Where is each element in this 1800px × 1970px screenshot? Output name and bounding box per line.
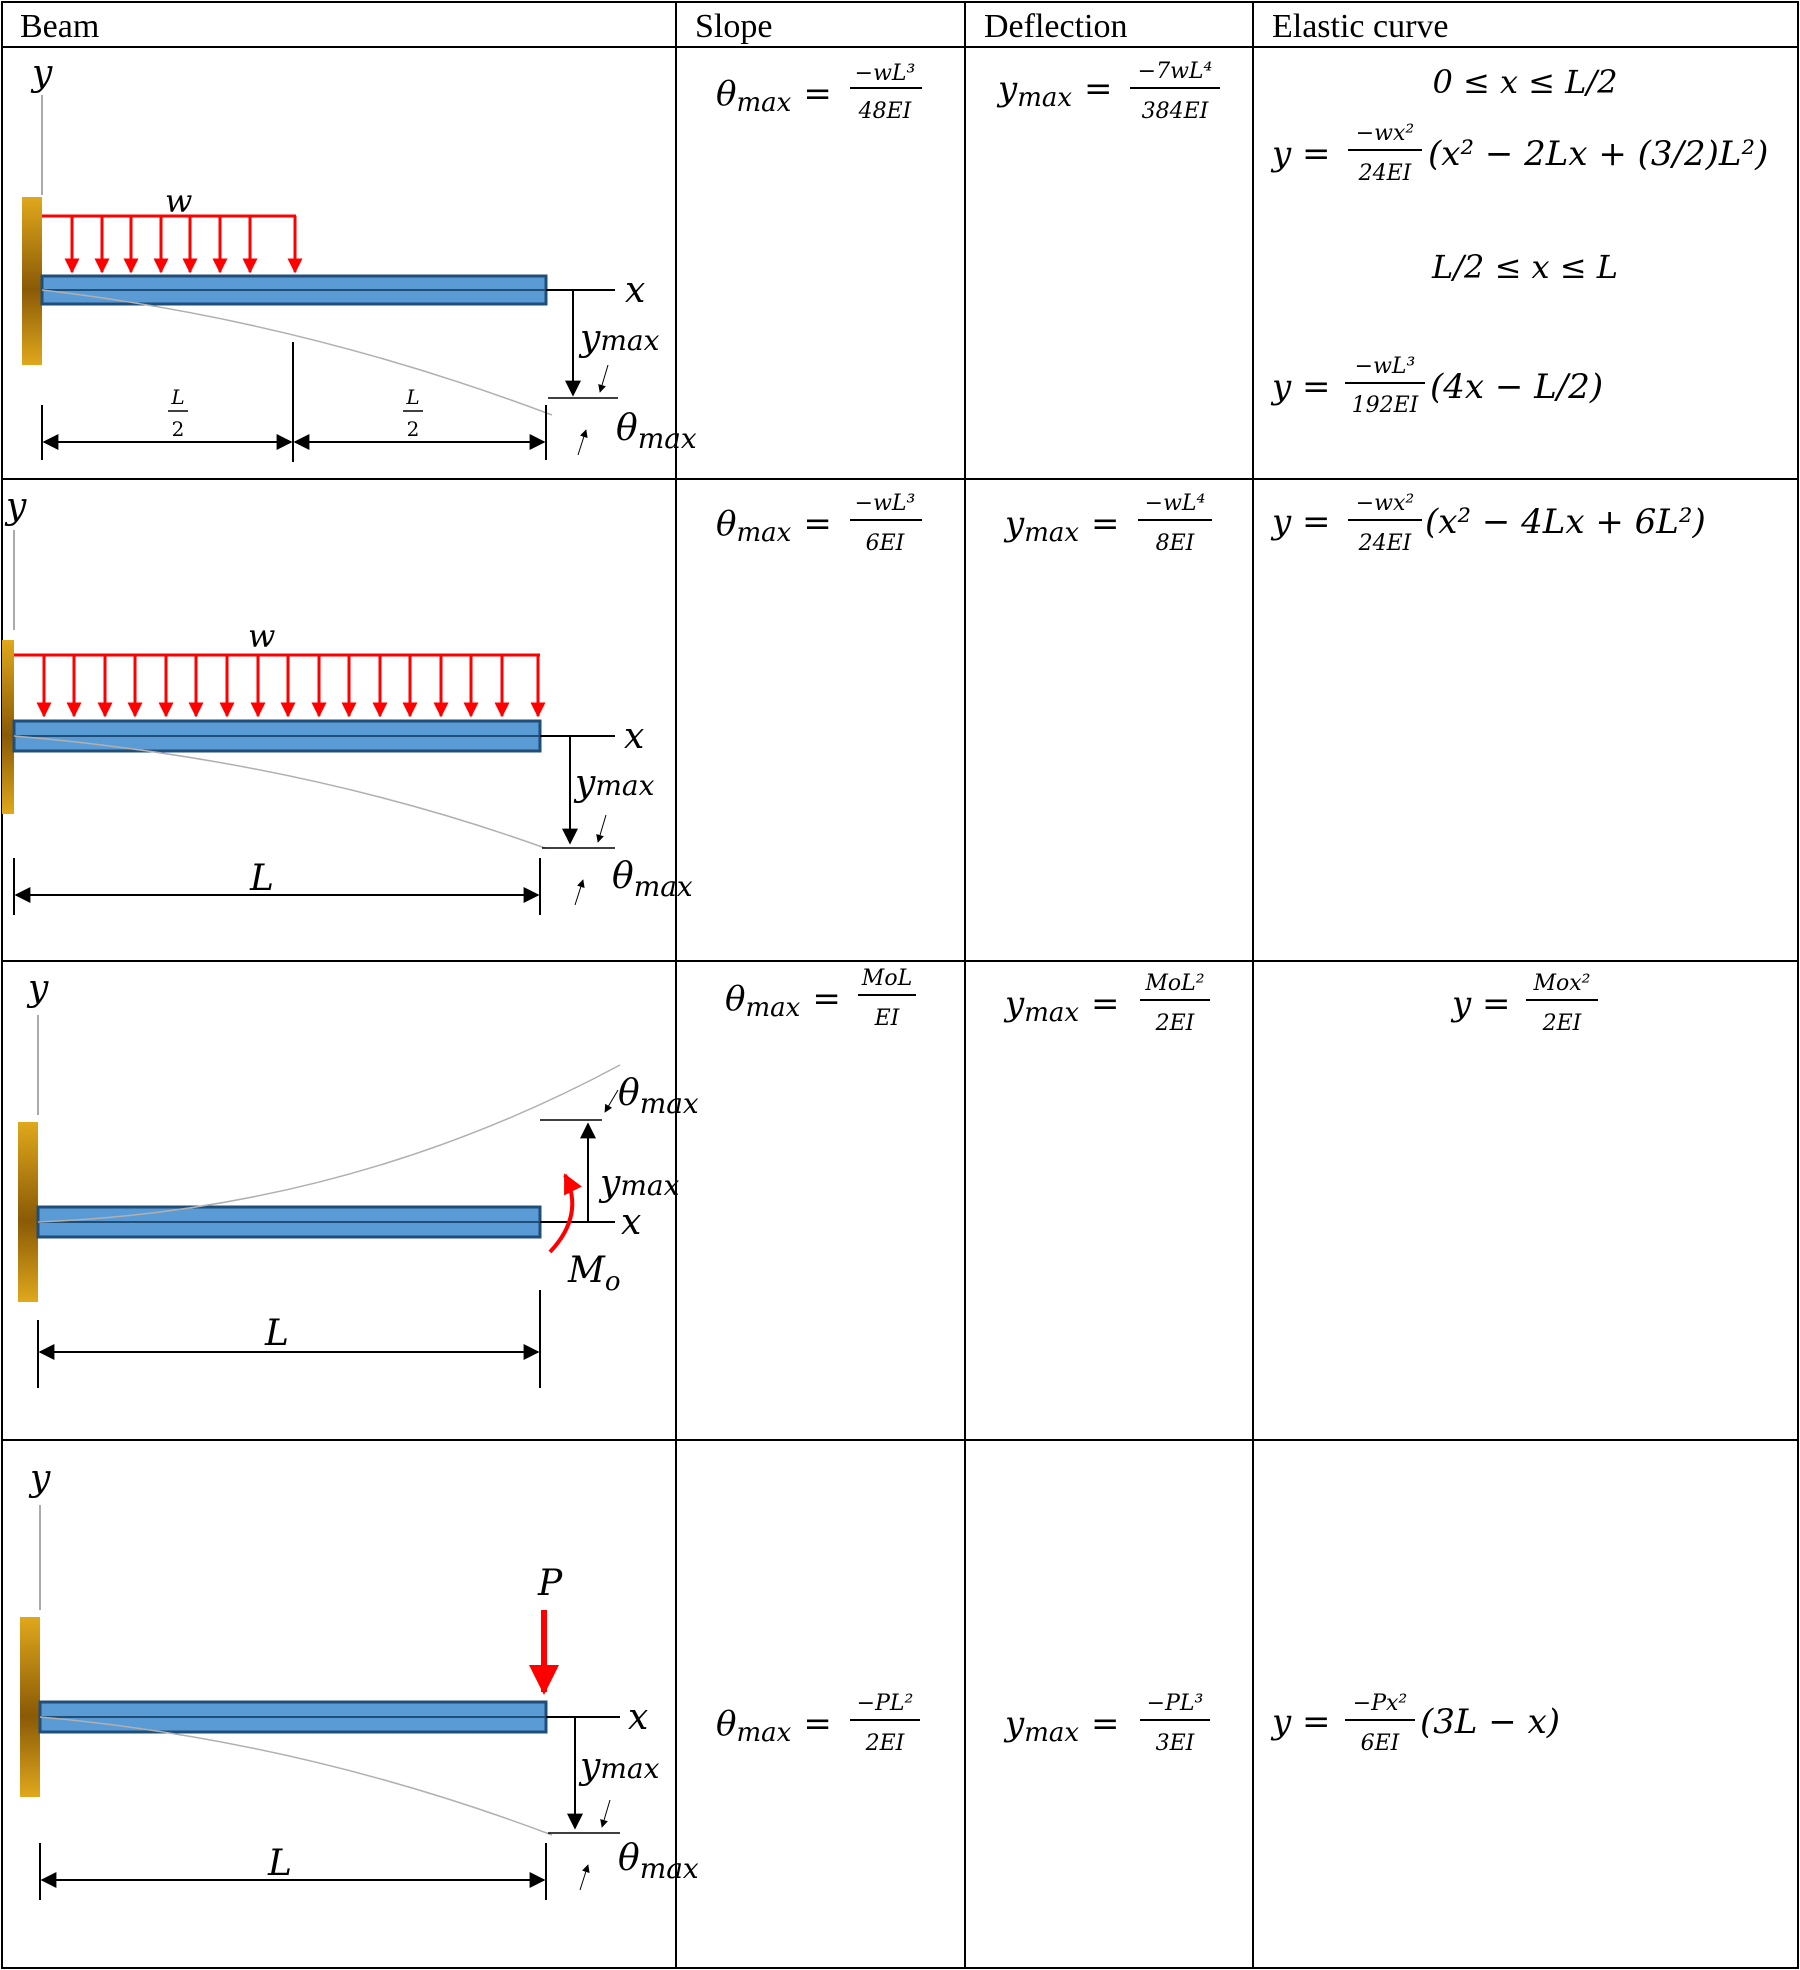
fixed-wall-icon [22,197,42,365]
elastic-curve-row-1 [1270,63,1768,418]
distributed-load-icon [14,655,540,716]
deflection-formula-row-3 [1003,971,1210,1036]
svg-text:−wL³: −wL³ [1354,354,1416,379]
svg-text:y =: y = [1272,502,1331,542]
svg-text:−Px²: −Px² [1352,1691,1408,1716]
y-axis-label: y [6,486,27,527]
deflection-curve [42,290,552,415]
ymax-label: ymax [600,1163,680,1204]
slope-numerator: −wL³ [854,61,916,86]
svg-text:(x² − 2Lx + (3/2)L²): (x² − 2Lx + (3/2)L²) [1428,134,1769,174]
svg-text:(3L − x): (3L − x) [1420,1702,1561,1742]
slope-lhs: θmax = [716,74,832,118]
y-axis-label: y [30,1458,51,1499]
elastic-equation-1 [1270,121,1768,186]
beam-diagram-full-load [2,486,693,915]
dim-label-span: L [250,858,274,899]
deflection-numerator: −wL⁴ [1144,491,1206,516]
deflection-numerator: MoL² [1145,971,1205,996]
fixed-wall-icon [20,1617,40,1797]
y-axis-label: y [28,968,49,1009]
header-deflection: Deflection [984,8,1128,45]
dim-label-span: L [268,1843,292,1884]
deflection-curve [40,1717,552,1835]
deflection-formula-row-1 [996,59,1220,124]
svg-text:2: 2 [406,417,420,441]
deflection-denominator: 3EI [1155,1731,1195,1756]
point-load-label: P [538,1563,563,1604]
svg-text:(4x − L/2): (4x − L/2) [1430,367,1604,407]
slope-formula-row-2 [716,491,922,556]
moment-arrow-icon [550,1175,572,1252]
beam-diagram-end-moment [18,968,699,1388]
elastic-equation-2 [1270,354,1603,418]
svg-text:192EI: 192EI [1351,393,1419,418]
dim-label-span: L [265,1313,289,1354]
theta-arrow [598,815,606,842]
theta-max-label: $\theta_{max}$ [616,408,697,455]
header-beam: Beam [20,8,100,45]
deflection-numerator: −PL³ [1146,1691,1204,1716]
dim-label-half-span [403,385,423,441]
deflection-denominator: 8EI [1155,531,1195,556]
svg-text:y =: y = [1452,984,1511,1024]
svg-text:L: L [171,385,185,409]
slope-formula-row-4 [716,1691,920,1756]
deflection-curve [38,1065,620,1222]
theta-max-label: $\theta_{max}$ [612,856,693,903]
svg-text:y =: y = [1272,1702,1331,1742]
svg-text:24EI: 24EI [1358,161,1412,186]
svg-text:2EI: 2EI [1542,1011,1582,1036]
ymax-label: ymax [580,1746,660,1787]
header-elastic-curve: Elastic curve [1272,8,1449,45]
theta-arrow [575,880,583,905]
theta-arrow [605,1090,618,1112]
slope-denominator: 48EI [858,99,912,124]
slope-numerator: −PL² [856,1691,914,1716]
svg-text:24EI: 24EI [1358,531,1412,556]
theta-arrow [578,430,586,455]
slope-denominator: 2EI [865,1731,905,1756]
theta-arrow [602,1800,610,1827]
svg-text:(x² − 4Lx + 6L²): (x² − 4Lx + 6L²) [1425,502,1706,542]
slope-formula-row-3 [725,966,916,1031]
distributed-load-icon [42,216,296,272]
slope-numerator: MoL [861,966,913,991]
elastic-curve-row-4 [1270,1691,1560,1756]
ymax-label: ymax [575,763,655,804]
deflection-lhs: ymax = [1005,984,1120,1028]
elastic-curve-row-3 [1450,971,1598,1036]
load-label-w: w [248,617,276,655]
beam-diagram-point-load [20,1458,699,1900]
beam-diagram-partial-load [22,53,697,462]
x-axis-label: x [625,270,646,311]
fixed-wall-icon [2,640,14,814]
slope-denominator: 6EI [865,531,905,556]
deflection-formula-row-2 [1003,491,1212,556]
slope-formula-row-1 [716,61,922,124]
svg-text:y =: y = [1272,134,1331,174]
x-axis-label: x [624,716,645,757]
svg-text:y =: y = [1272,367,1331,407]
theta-max-label: $\theta_{max}$ [618,1073,699,1120]
deflection-numerator: −7wL⁴ [1137,59,1213,84]
range-condition-2: L/2 ≤ x ≤ L [1432,248,1618,286]
fixed-wall-icon [18,1122,38,1302]
svg-text:2: 2 [171,417,185,441]
slope-lhs: θmax = [725,979,841,1023]
moment-label: $M_o$ [568,1250,621,1297]
deflection-lhs: ymax = [1005,504,1120,548]
theta-arrow [600,365,608,392]
header-slope: Slope [695,8,773,45]
deflection-lhs: ymax = [1005,1704,1120,1748]
deflection-denominator: 384EI [1141,99,1209,124]
slope-lhs: θmax = [716,1704,832,1748]
svg-text:−wx²: −wx² [1355,491,1415,516]
deflection-formula-row-4 [1003,1691,1210,1756]
svg-text:L: L [406,385,420,409]
deflection-curve [14,736,545,848]
deflection-denominator: 2EI [1155,1011,1195,1036]
y-axis-label: y [32,53,53,94]
slope-lhs: θmax = [716,504,832,548]
x-axis-label: x [621,1202,642,1243]
elastic-curve-row-2 [1270,491,1706,556]
theta-max-label: $\theta_{max}$ [618,1838,699,1885]
svg-text:−wx²: −wx² [1355,121,1415,146]
slope-numerator: −wL³ [854,491,916,516]
x-axis-label: x [628,1697,649,1738]
range-condition-1: 0 ≤ x ≤ L/2 [1432,63,1618,101]
slope-denominator: EI [874,1006,900,1031]
ymax-label: ymax [580,318,660,359]
svg-text:6EI: 6EI [1360,1731,1400,1756]
deflection-lhs: ymax = [998,69,1113,113]
theta-arrow [580,1865,588,1890]
svg-text:Mox²: Mox² [1533,971,1591,996]
header-row [20,8,1449,45]
dim-label-half-span [168,385,188,441]
load-label-w: w [165,182,193,220]
